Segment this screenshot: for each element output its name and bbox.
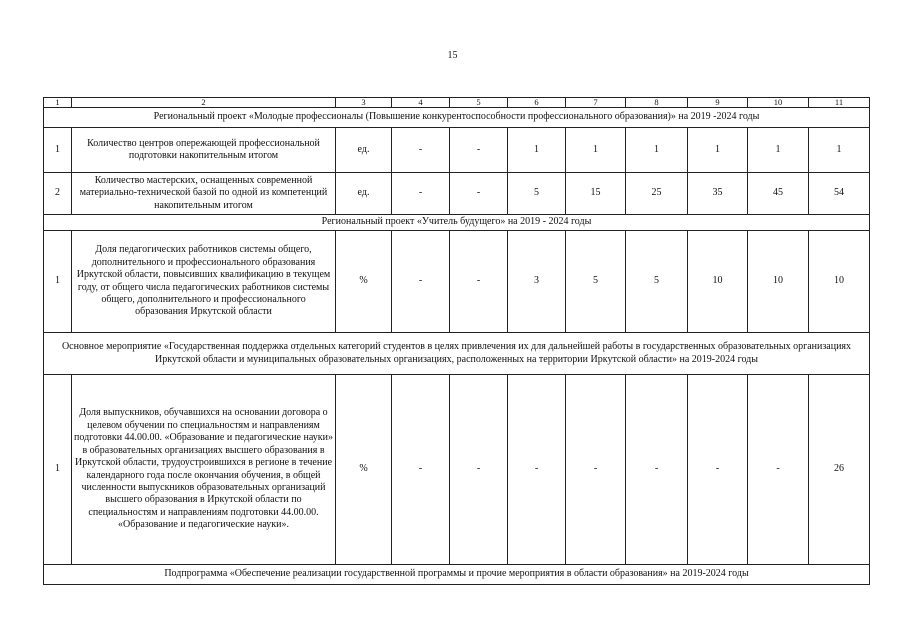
column-number: 8 <box>626 98 688 108</box>
value-cell: - <box>450 231 508 333</box>
column-number: 5 <box>450 98 508 108</box>
column-number: 9 <box>688 98 748 108</box>
value-cell: 1 <box>748 128 809 173</box>
unit-cell: % <box>336 231 392 333</box>
value-cell: - <box>508 375 566 565</box>
value-cell: - <box>450 375 508 565</box>
column-number: 3 <box>336 98 392 108</box>
section-row <box>44 565 870 585</box>
value-cell: 54 <box>809 173 870 215</box>
section-row <box>44 333 870 375</box>
value-cell: 10 <box>748 231 809 333</box>
value-cell: 25 <box>626 173 688 215</box>
value-cell: 15 <box>566 173 626 215</box>
value-cell: 10 <box>688 231 748 333</box>
value-cell: 1 <box>566 128 626 173</box>
value-cell: 1 <box>809 128 870 173</box>
value-cell: - <box>626 375 688 565</box>
value-cell: - <box>748 375 809 565</box>
value-cell: - <box>450 173 508 215</box>
value-cell: 5 <box>626 231 688 333</box>
column-number: 7 <box>566 98 626 108</box>
section-title: Основное мероприятие «Государственная поддержка отдельных категорий студентов в целях привлечения их для дальнейшей работы в государственных образовательных организациях Иркутской области и муниципальных образовательных организациях, расположенных на территории Иркутской области» на 2019-2024 годы <box>44 333 870 375</box>
value-cell: 1 <box>688 128 748 173</box>
row-number: 1 <box>44 375 72 565</box>
value-cell: 26 <box>809 375 870 565</box>
value-cell: 1 <box>508 128 566 173</box>
value-cell: - <box>566 375 626 565</box>
unit-cell: ед. <box>336 128 392 173</box>
row-number: 1 <box>44 231 72 333</box>
indicators-table <box>43 97 870 585</box>
table-row <box>44 128 870 173</box>
indicator-name: Доля выпускников, обучавшихся на основании договора о целевом обучении по специальностям и направлениям подготовки 44.00.00. «Образование и педагогические науки» в образовательных организациях высшего образования в Иркутской области, трудоустроившихся в регионе в течение календарного года после окончания обучения, в общей численности выпускников образовательных организаций высшего образования в Иркутской области по специальностям и направлениям подготовки 44.00.00. «Образование и педагогические науки». <box>72 375 336 565</box>
section-title: Подпрограмма «Обеспечение реализации государственной программы и прочие мероприятия в области образования» на 2019-2024 годы <box>44 565 870 585</box>
row-number: 1 <box>44 128 72 173</box>
indicator-name: Количество мастерских, оснащенных современной материально-технической базой по одной из компетенций накопительным итогом <box>72 173 336 215</box>
column-number: 4 <box>392 98 450 108</box>
page-number: 15 <box>447 50 458 61</box>
value-cell: - <box>392 375 450 565</box>
section-row <box>44 215 870 231</box>
section-row <box>44 108 870 128</box>
value-cell: 35 <box>688 173 748 215</box>
header-row <box>44 98 870 108</box>
section-title: Региональный проект «Учитель будущего» на 2019 - 2024 годы <box>44 215 870 231</box>
row-number: 2 <box>44 173 72 215</box>
column-number: 1 <box>44 98 72 108</box>
value-cell: 10 <box>809 231 870 333</box>
value-cell: 45 <box>748 173 809 215</box>
unit-cell: ед. <box>336 173 392 215</box>
value-cell: - <box>450 128 508 173</box>
column-number: 11 <box>809 98 870 108</box>
value-cell: - <box>688 375 748 565</box>
table-row <box>44 231 870 333</box>
indicator-name: Количество центров опережающей профессиональной подготовки накопительным итогом <box>72 128 336 173</box>
value-cell: 1 <box>626 128 688 173</box>
column-number: 6 <box>508 98 566 108</box>
indicator-name: Доля педагогических работников системы общего, дополнительного и профессионального образования Иркутской области, повысивших квалификацию в текущем году, от общего числа педагогических работников системы общего, дополнительного и профессионального образования Иркутской области <box>72 231 336 333</box>
value-cell: - <box>392 173 450 215</box>
column-number: 10 <box>748 98 809 108</box>
value-cell: 5 <box>508 173 566 215</box>
value-cell: 3 <box>508 231 566 333</box>
unit-cell: % <box>336 375 392 565</box>
value-cell: - <box>392 231 450 333</box>
section-title: Региональный проект «Молодые профессионалы (Повышение конкурентоспособности профессионального образования)» на 2019 -2024 годы <box>44 108 870 128</box>
value-cell: 5 <box>566 231 626 333</box>
value-cell: - <box>392 128 450 173</box>
column-number: 2 <box>72 98 336 108</box>
table-row <box>44 375 870 565</box>
table-row <box>44 173 870 215</box>
